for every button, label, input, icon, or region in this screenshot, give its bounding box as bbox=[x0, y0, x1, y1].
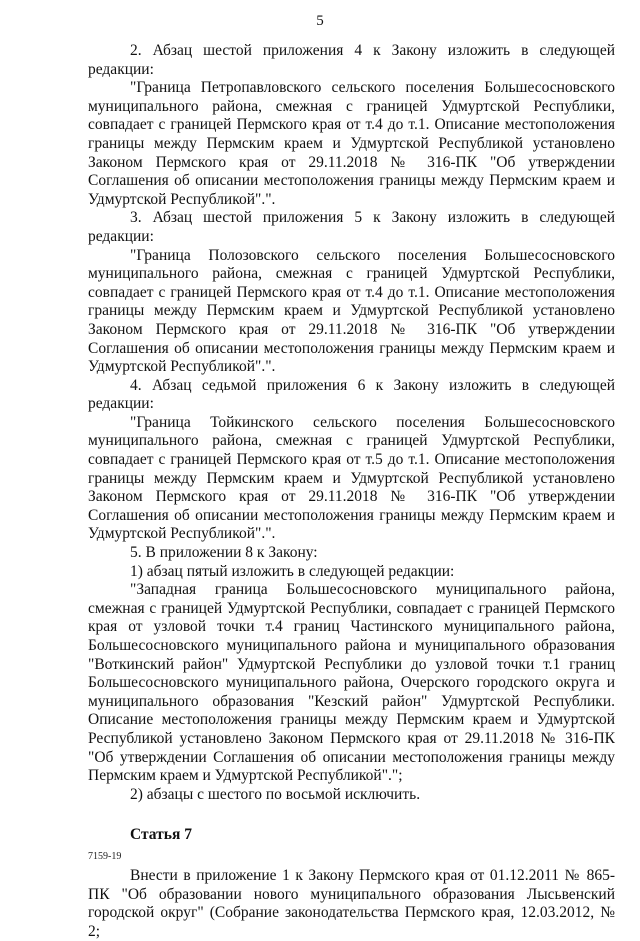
quoted-paragraph-western-border: "Западная граница Большесосновского муниципального района, смежная с границей Удмуртской Республики, совпадает с границей Пермского края от узловой точки т.4 границ Частинского муниципального района, Большесосновского муниципального района и муниципального образования "Воткинский район" Удмуртской Республики до узловой точки т.1 границ Большесосновского муниципального района, Очерского городского округа и муниципального образования "Кезский район" Удмуртской Республики. Описание местоположения границы между Пермским краем и Удмуртской Республикой установлено Законом Пермского края от 29.11.2018 № 316-ПК "Об утверждении Соглашения об описании местоположения границы между Пермским краем и Удмуртской Республикой"."; bbox=[88, 581, 615, 785]
article-text: Внести в приложение 1 к Закону Пермского края от 01.12.2011 № 865-ПК "Об образовании нового муниципального образования Лысьвенский городской округ" (Собрание законодательства Пермского края, 12.03.2012, № 2; bbox=[88, 866, 615, 940]
subparagraph-1: 1) абзац пятый изложить в следующей редакции: bbox=[130, 562, 455, 580]
document-code: 7159-19 bbox=[88, 851, 122, 862]
page-number: 5 bbox=[316, 13, 324, 29]
spacer bbox=[88, 804, 615, 826]
spacer bbox=[88, 845, 615, 867]
paragraph-item-2: 2. Абзац шестой приложения 4 к Закону изложить в следующей редакции: bbox=[88, 42, 615, 78]
quoted-paragraph-polozovsk: "Граница Полозовского сельского поселения Большесосновского муниципального района, смежная с границей Удмуртской Республики, совпадает с границей Пермского края от т.4 до т.1. Описание местоположения границы между Пермским краем и Удмуртской Республикой установлено Законом Пермского края от 29.11.2018 № 316-ПК "Об утверждении Соглашения об описании местоположения границы между Пермским краем и Удмуртской Республикой".". bbox=[88, 246, 615, 376]
quoted-paragraph-petropavlovsk: "Граница Петропавловского сельского поселения Большесосновского муниципального района, смежная с границей Удмуртской Республики, совпадает с границей Пермского края от т.4 до т.1. Описание местоположения границы между Пермским краем и Удмуртской Республикой установлено Законом Пермского края от 29.11.2018 № 316-ПК "Об утверждении Соглашения об описании местоположения границы между Пермским краем и Удмуртской Республикой".". bbox=[88, 79, 615, 208]
quoted-paragraph-toykino: "Граница Тойкинского сельского поселения Большесосновского муниципального района, смежная с границей Удмуртской Республики, совпадает с границей Пермского края от т.5 до т.1. Описание местоположения границы между Пермским краем и Удмуртской Республикой установлено Законом Пермского края от 29.11.2018 № 316-ПК "Об утверждении Соглашения об описании местоположения границы между Пермским краем и Удмуртской Республикой".". bbox=[88, 413, 615, 543]
paragraph-item-3: 3. Абзац шестой приложения 5 к Закону изложить в следующей редакции: bbox=[88, 209, 615, 245]
subparagraph-2: 2) абзацы с шестого по восьмой исключить. bbox=[130, 785, 421, 803]
document-body bbox=[88, 42, 615, 941]
paragraph-item-4: 4. Абзац седьмой приложения 6 к Закону изложить в следующей редакции: bbox=[88, 376, 615, 413]
article-heading: Статья 7 bbox=[130, 826, 192, 844]
paragraph-item-5: 5. В приложении 8 к Закону: bbox=[130, 544, 318, 562]
